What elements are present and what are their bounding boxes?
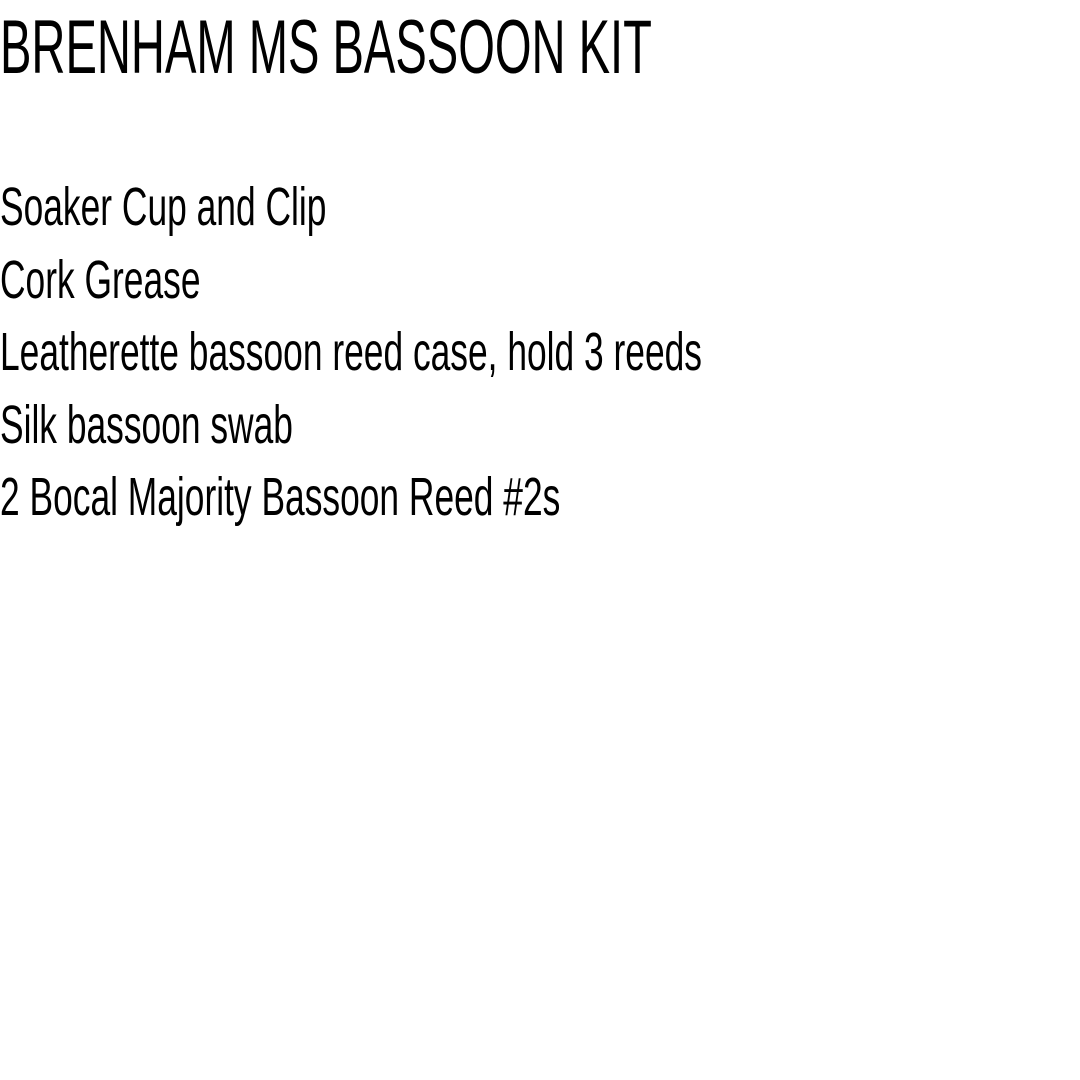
kit-item-reed-case: Leatherette bassoon reed case, hold 3 reeds: [0, 322, 702, 382]
kit-title: BRENHAM MS BASSOON KIT: [0, 5, 652, 90]
kit-item-swab: Silk bassoon swab: [0, 394, 293, 455]
kit-item-list: [0, 171, 1072, 534]
kit-item-soaker-cup: Soaker Cup and Clip: [0, 177, 327, 237]
kit-item-cork-grease: Cork Grease: [0, 249, 201, 310]
kit-item-reeds: 2 Bocal Majority Bassoon Reed #2s: [0, 467, 561, 527]
